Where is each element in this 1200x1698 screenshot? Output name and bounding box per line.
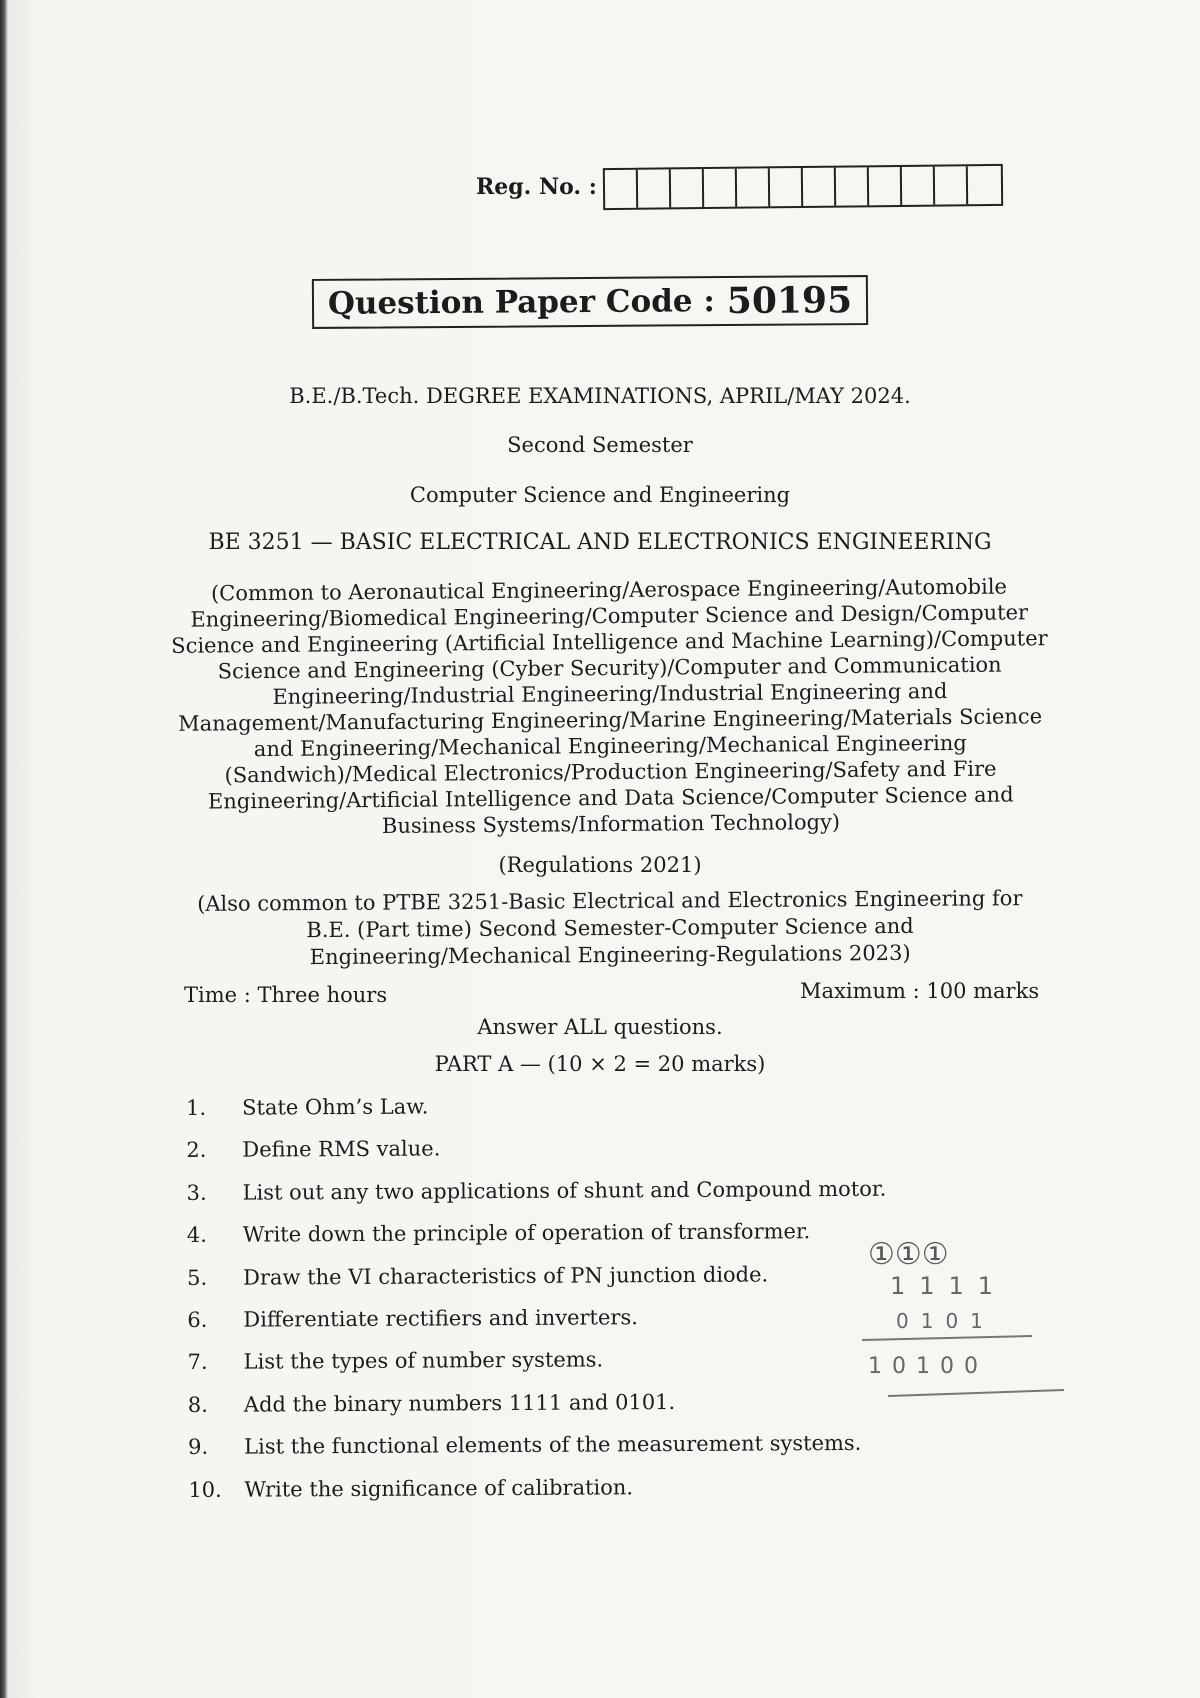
question-number: 5. xyxy=(187,1265,208,1290)
question-text: Differentiate rectifiers and inverters. xyxy=(243,1305,638,1332)
question-text: State Ohm’s Law. xyxy=(241,1094,429,1120)
reg-box xyxy=(638,169,671,207)
reg-label: Reg. No. : xyxy=(476,174,597,200)
course-title: BE 3251 — BASIC ELECTRICAL AND ELECTRONICS ENGINEERING xyxy=(208,530,992,555)
maximum-marks: Maximum : 100 marks xyxy=(800,979,1040,1003)
question-text: Write down the principle of operation of transformer. xyxy=(242,1219,811,1247)
handwritten-sum-line xyxy=(862,1336,1032,1340)
part-a-heading: PART A — (10 × 2 = 20 marks) xyxy=(434,1052,766,1076)
question-number: 1. xyxy=(186,1095,207,1120)
question-number: 4. xyxy=(186,1223,207,1248)
question-number: 8. xyxy=(187,1392,209,1417)
reg-box xyxy=(902,167,935,205)
reg-boxes xyxy=(603,164,1003,210)
question-paper-code: 50195 xyxy=(726,279,853,323)
handwritten-binary-addition xyxy=(860,1230,1070,1410)
question-number: 3. xyxy=(186,1180,207,1205)
common-to-paragraph: (Common to Aeronautical Engineering/Aerospace Engineering/Automobile Engineering/Biomedical Engineering/Computer Science and Design/Computer Science and Engineering (Artificial Intelligence and Machine Learning)/Computer Science and Engineering (Cyber Security)/Computer and Communication Engineering/Industrial Engineering/Industrial Engineering and Management/Manufacturing Engineering/Marine Engineering/Materials Science and Engineering/Mechanical Engineering/Mechanical Engineering (Sandwich)/Medical Electronics/Production Engineering/Safety and Fire Engineering/Artificial Intelligence and Data Science/Computer Science and Business Systems/Information Technology) xyxy=(171,574,1048,838)
reg-box xyxy=(737,168,770,206)
semester: Second Semester xyxy=(507,433,693,457)
question-paper-code-box xyxy=(312,275,868,329)
question-text: List the functional elements of the measurement systems. xyxy=(244,1431,862,1459)
question-number: 9. xyxy=(188,1434,209,1460)
question-text: List the types of number systems. xyxy=(243,1347,604,1374)
handwritten-addend-2: 0101 xyxy=(896,1309,995,1333)
reg-box xyxy=(803,168,836,206)
reg-box xyxy=(836,167,869,205)
question-text: Add the binary numbers 1111 and 0101. xyxy=(243,1389,676,1417)
question-number: 2. xyxy=(186,1138,207,1163)
question-number: 7. xyxy=(187,1350,208,1375)
question-paper-code-label: Question Paper Code : xyxy=(327,283,715,322)
question-text: Write the significance of calibration. xyxy=(244,1474,634,1502)
question-item xyxy=(188,1430,1088,1478)
handwritten-carries: ①①① xyxy=(868,1237,949,1272)
question-number: 10. xyxy=(188,1477,222,1502)
question-item xyxy=(186,1091,1086,1139)
question-item xyxy=(188,1472,1088,1520)
reg-number-field xyxy=(476,166,1003,208)
time-allowed: Time : Three hours xyxy=(184,983,388,1007)
question-text: List out any two applications of shunt and Compound motor. xyxy=(242,1176,887,1205)
handwritten-sum: 10100 xyxy=(868,1354,988,1379)
instruction: Answer ALL questions. xyxy=(477,1015,723,1039)
regulations: (Regulations 2021) xyxy=(498,853,702,877)
also-common-paragraph: (Also common to PTBE 3251-Basic Electrical and Electronics Engineering for B.E. (Part time) Second Semester-Computer Science and Engineering/Mechanical Engineering-Regulations 2023) xyxy=(197,886,1023,970)
handwritten-underline xyxy=(888,1390,1064,1396)
reg-box xyxy=(671,169,704,207)
question-item xyxy=(186,1133,1086,1181)
question-text: Draw the VI characteristics of PN junction diode. xyxy=(243,1262,769,1290)
reg-box xyxy=(935,166,968,204)
question-number: 6. xyxy=(187,1307,208,1332)
exam-title: B.E./B.Tech. DEGREE EXAMINATIONS, APRIL/MAY 2024. xyxy=(289,384,911,408)
question-text: Define RMS value. xyxy=(242,1136,441,1163)
reg-box xyxy=(770,168,803,206)
handwritten-addend-1: 1111 xyxy=(890,1272,1008,1300)
reg-box xyxy=(968,166,1001,204)
question-item xyxy=(187,1175,1087,1223)
reg-box xyxy=(704,169,737,207)
reg-box xyxy=(869,167,902,205)
department: Computer Science and Engineering xyxy=(409,483,791,507)
reg-box xyxy=(605,170,638,208)
